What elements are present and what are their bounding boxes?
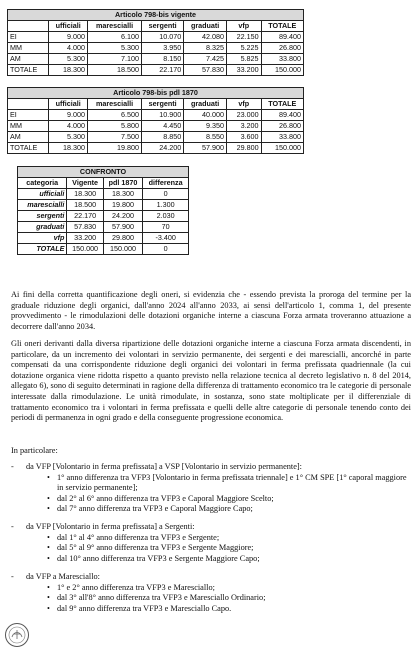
table-row [18,222,189,233]
table-row [18,189,189,200]
bullet: • [47,543,50,553]
column-header: ufficiali [49,99,88,110]
table-cell: 9.000 [49,32,88,43]
table-total-row [8,143,304,154]
list-item-text: dal 10° anno differenza tra VFP3 e Sergente Maggiore Capo; [57,553,260,563]
bullet: • [47,472,50,482]
list-vfp-vsp [11,462,411,515]
table-cell: 3.600 [227,132,262,143]
table-total-row [8,65,304,76]
table-cell: 26.800 [261,121,303,132]
column-header: TOTALE [261,21,303,32]
column-header: differenza [143,178,189,189]
table-cell: 8.150 [142,54,184,65]
table-cell: 1.300 [143,200,189,211]
table-cell: 24.200 [142,143,184,154]
paragraph-quantificazione: Ai fini della corretta quantificazione degli oneri, si evidenzia che - essendo prevista la proroga del termine per la graduale riduzione degli organici, dall'anno 2024 all'anno 2033, ai sensi dell'articolo 1, comma 1, del presente provvedimento - le rimodulazioni delle dotazioni organiche interne a ciascuna Forza armata troveranno attuazione a decorrere dall'anno 2034. [11,290,411,331]
list-item-text: da VFP [Volontario in ferma prefissata] a Sergenti: [26,522,195,531]
table-confronto [17,166,189,255]
table-cell: 5.800 [88,121,142,132]
list-item [11,504,411,515]
row-label: graduati [18,222,67,233]
table-cell: 19.800 [103,200,143,211]
list-item-head [11,522,411,533]
paragraph-intro: In particolare: [11,446,58,455]
table-cell: 5.300 [49,132,88,143]
table-cell: 89.400 [261,32,303,43]
table-cell: 6.100 [88,32,142,43]
bullet: • [47,553,50,563]
column-header: ufficiali [49,21,88,32]
row-label: TOTALE [18,244,67,255]
table-cell: 18.500 [67,200,103,211]
table-cell: 24.200 [103,211,143,222]
table-articolo-pdl [7,87,304,154]
table-cell: 6.500 [88,110,142,121]
bullet: • [47,582,50,592]
table-cell: -3.400 [143,233,189,244]
row-label: MM [8,121,49,132]
table-cell: 57.900 [184,143,227,154]
list-item-text: da VFP [Volontario in ferma prefissata] a VSP [Volontario in servizio permanente]: [26,462,302,471]
list-item-head [11,572,411,583]
table-cell: 22.170 [67,211,103,222]
table-cell: 33.800 [261,54,303,65]
table-header-row [18,178,189,189]
column-header: TOTALE [261,99,303,110]
table-cell: 70 [143,222,189,233]
list-vfp-maresciallo [11,572,411,614]
table-cell: 18.300 [67,189,103,200]
bullet: • [47,532,50,542]
table-cell: 5.225 [227,43,262,54]
row-label: ufficiali [18,189,67,200]
table-cell: 5.300 [88,43,142,54]
list-item-text: dal 1° al 4° anno differenza tra VFP3 e Sergente; [57,532,220,542]
bullet: • [47,593,50,603]
column-header: marescialli [88,99,142,110]
row-label: EI [8,32,49,43]
column-header: vfp [227,99,262,110]
table-cell: 22.170 [142,65,184,76]
column-header: graduati [184,99,227,110]
row-label: MM [8,43,49,54]
table-cell: 33.200 [227,65,262,76]
table-row [8,32,304,43]
list-item [11,543,411,554]
list-item-text: dal 5° al 9° anno differenza tra VFP3 e Sergente Maggiore; [57,543,254,553]
list-item-text: dal 3° all'8° anno differenza tra VFP3 e Maresciallo Ordinario; [57,593,266,603]
list-item [11,554,411,565]
row-label: vfp [18,233,67,244]
list-item-text: 1° e 2° anno differenza tra VFP3 e Maresciallo; [57,582,215,592]
table-cell: 26.800 [261,43,303,54]
table-cell: 19.800 [88,143,142,154]
table-cell: 9.000 [49,110,88,121]
table-cell: 33.200 [67,233,103,244]
column-header [8,21,49,32]
column-header: Vigente [67,178,103,189]
table-cell: 18.300 [49,143,88,154]
table-cell: 89.400 [261,110,303,121]
row-label: TOTALE [8,65,49,76]
list-item-text: dal 9° anno differenza tra VFP3 e Maresciallo Capo. [57,603,232,613]
table-total-row [18,244,189,255]
table-cell: 2.030 [143,211,189,222]
table-articolo-vigente [7,9,304,76]
list-item-text: da VFP a Maresciallo: [26,572,100,581]
row-label: AM [8,132,49,143]
table-cell: 10.070 [142,32,184,43]
list-item-head [11,462,411,473]
row-label: EI [8,110,49,121]
row-label: marescialli [18,200,67,211]
table-cell: 29.800 [227,143,262,154]
table-cell: 4.450 [142,121,184,132]
table-cell: 0 [143,244,189,255]
table-row [18,233,189,244]
dash-bullet: - [11,522,14,531]
table-cell: 5.825 [227,54,262,65]
list-item [11,593,411,604]
table-cell: 18.300 [49,65,88,76]
table-cell: 57.830 [184,65,227,76]
column-header: graduati [184,21,227,32]
list-item [11,583,411,594]
table-cell: 7.425 [184,54,227,65]
dash-bullet: - [11,572,14,581]
table-cell: 150.000 [261,143,303,154]
column-header: categoria [18,178,67,189]
column-header: sergenti [142,21,184,32]
table-cell: 8.325 [184,43,227,54]
column-header: marescialli [88,21,142,32]
table-cell: 4.000 [49,43,88,54]
table-row [8,110,304,121]
bullet: • [47,493,50,503]
table-title: Articolo 798-bis pdl 1870 [8,88,304,99]
table-cell: 10.900 [142,110,184,121]
dash-bullet: - [11,462,14,471]
list-item-text: dal 7° anno differenza tra VFP3 e Caporal Maggiore Capo; [57,504,253,514]
table-cell: 8.850 [142,132,184,143]
table-cell: 3.950 [142,43,184,54]
list-item [11,604,411,615]
table-cell: 57.830 [67,222,103,233]
table-cell: 150.000 [261,65,303,76]
column-header: vfp [227,21,262,32]
table-row [8,132,304,143]
list-item-text: 1° anno differenza tra VFP3 [Volontario in ferma prefissata triennale] e 1° CM SPE [1° caporal maggiore in servizio permanente]; [57,472,407,493]
table-title: CONFRONTO [18,167,189,178]
bullet: • [47,603,50,613]
table-row [8,43,304,54]
table-cell: 23.000 [227,110,262,121]
paragraph-oneri: Gli oneri derivanti dalla diversa ripartizione delle dotazioni organiche interne a ciascuna Forza armata discendenti, in particolare, da un incremento dei volontari in servizio permanente, dei sergenti e dei marescialli, ancorché in parte compensati da una corrispondente riduzione degli organici dei volontari in ferma prefissata quadriennale (la cui dotazione organica viene ridotta rispetto a quanto previsto nella relazione tecnica al decreto legislativo n. 8 del 2014, allegato 6), sono di seguito determinati in ragione della differenza di trattamento economico tra le categorie di personale interessate dalla rimodulazione. Le unità rimodulate, in sostanza, sono state moltiplicate per il differenziale di trattamento economico tra i volontari in ferma prefissata e quelli delle altre categorie di personale tenendo conto dei periodi di permanenza in ogni grado e della conseguente progressione economica. [11,339,411,423]
table-cell: 3.200 [227,121,262,132]
table-cell: 7.100 [88,54,142,65]
table-cell: 0 [143,189,189,200]
table-cell: 22.150 [227,32,262,43]
list-item-text: dal 2° al 6° anno differenza tra VFP3 e Caporal Maggiore Scelto; [57,493,274,503]
list-item [11,473,411,494]
table-cell: 29.800 [103,233,143,244]
seal-stamp-icon [4,622,30,648]
table-header-row [8,21,304,32]
table-cell: 4.000 [49,121,88,132]
table-cell: 40.000 [184,110,227,121]
table-cell: 18.300 [103,189,143,200]
table-cell: 57.900 [103,222,143,233]
table-title: Articolo 798-bis vigente [8,10,304,21]
table-cell: 9.350 [184,121,227,132]
bullet: • [47,504,50,514]
table-cell: 18.500 [88,65,142,76]
row-label: AM [8,54,49,65]
table-cell: 150.000 [67,244,103,255]
table-cell: 8.550 [184,132,227,143]
table-header-row [8,99,304,110]
list-item [11,494,411,505]
row-label: TOTALE [8,143,49,154]
column-header [8,99,49,110]
column-header: pdl 1870 [103,178,143,189]
table-cell: 7.500 [88,132,142,143]
table-cell: 150.000 [103,244,143,255]
table-cell: 33.800 [261,132,303,143]
table-cell: 5.300 [49,54,88,65]
table-row [8,54,304,65]
table-row [18,200,189,211]
column-header: sergenti [142,99,184,110]
table-row [18,211,189,222]
table-row [8,121,304,132]
list-item [11,533,411,544]
table-cell: 42.080 [184,32,227,43]
list-vfp-sergenti [11,522,411,564]
row-label: sergenti [18,211,67,222]
